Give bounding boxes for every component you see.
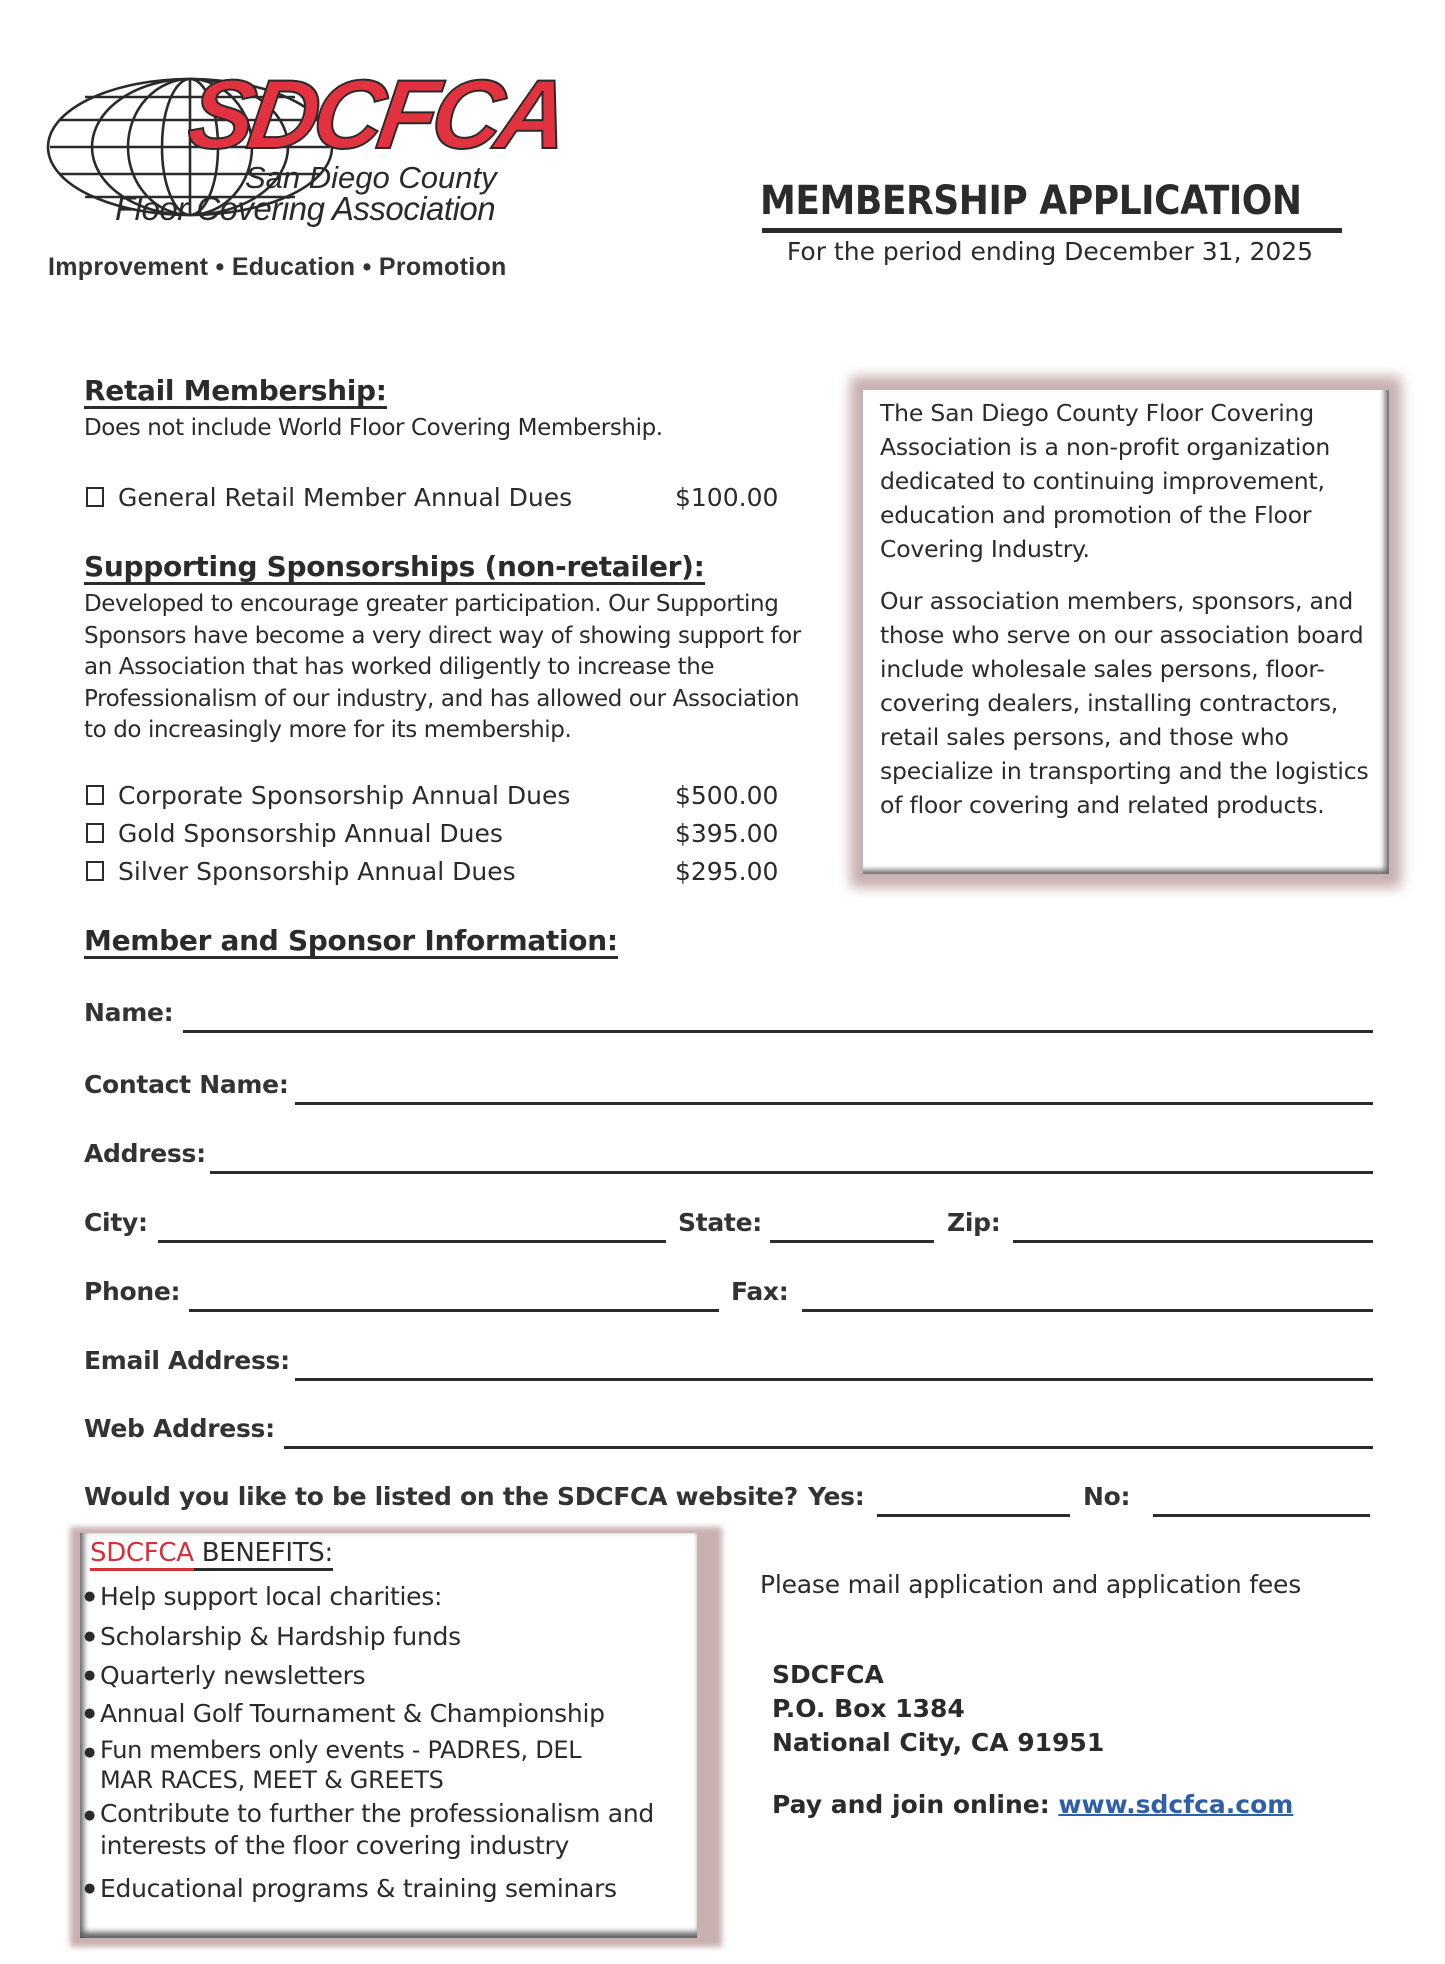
email-field[interactable] (295, 1344, 1377, 1380)
state-line (770, 1240, 934, 1243)
benefit-item: ● Annual Golf Tournament & Championship (84, 1696, 704, 1735)
listing-yes-field[interactable] (877, 1514, 1070, 1517)
checkbox[interactable] (86, 861, 104, 881)
phone-field[interactable] (189, 1275, 723, 1311)
city-label: City: (84, 1208, 148, 1237)
web-line (284, 1446, 1373, 1449)
contact-name-line (295, 1102, 1373, 1105)
option-price: $100.00 (675, 482, 779, 512)
email-line (295, 1378, 1373, 1381)
checkbox[interactable] (86, 823, 104, 843)
pay-online-label: Pay and join online: (772, 1790, 1059, 1819)
phone-line (189, 1309, 719, 1312)
option-label: Silver Sponsorship Annual Dues (118, 856, 516, 886)
name-field[interactable] (183, 996, 1377, 1032)
sponsorship-option-corporate[interactable] (86, 776, 786, 814)
state-field[interactable] (770, 1206, 938, 1242)
address-field[interactable] (210, 1137, 1377, 1173)
mailing-address (772, 1658, 1104, 1760)
web-field[interactable] (284, 1412, 1377, 1448)
city-line (158, 1240, 666, 1243)
listing-no-field[interactable] (1153, 1514, 1370, 1517)
benefit-item: ● Contribute to further the professionalism and interests of the floor covering industry (84, 1798, 700, 1871)
fax-field[interactable] (802, 1275, 1377, 1311)
sdcfca-logo (45, 59, 625, 295)
logo-line-2: Floor Covering Association (115, 190, 496, 227)
listing-question: Would you like to be listed on the SDCFCA website? (84, 1482, 798, 1511)
title-underline (762, 228, 1342, 233)
option-label: General Retail Member Annual Dues (118, 482, 573, 512)
address-line-city: National City, CA 91951 (772, 1728, 1105, 1757)
email-label: Email Address: (84, 1346, 290, 1375)
fax-label: Fax: (731, 1277, 789, 1306)
address-label: Address: (84, 1139, 206, 1168)
about-box-text (880, 396, 1380, 840)
zip-label: Zip: (947, 1208, 1001, 1237)
city-field[interactable] (158, 1206, 670, 1242)
retail-option-general[interactable] (86, 478, 786, 516)
sponsorship-option-silver[interactable] (86, 852, 786, 890)
address-line-org: SDCFCA (772, 1660, 884, 1689)
benefit-item: ● Help support local charities: (84, 1579, 704, 1619)
benefits-title (90, 1538, 333, 1568)
zip-line (1013, 1240, 1373, 1243)
option-label: Gold Sponsorship Annual Dues (118, 818, 503, 848)
sponsorship-description: Developed to encourage greater participation. Our Supporting Sponsors have become a very direct way of showing support for an Association that has worked diligently to increase the Professionalism of our industry, and has allowed our Association to do increasingly more for its membership. (84, 591, 801, 743)
state-label: State: (678, 1208, 762, 1237)
benefit-item: ● Educational programs & training seminars (84, 1871, 704, 1909)
website-link[interactable]: www.sdcfca.com (1058, 1790, 1294, 1819)
logo-line-1: San Diego County (245, 160, 497, 195)
phone-label: Phone: (84, 1277, 181, 1306)
about-paragraph-2: Our association members, sponsors, and those who serve on our association board include wholesale sales persons, floor-covering dealers, installing contractors, retail sales persons, and those who specialize in transporting and the logistics of floor covering and related products. (880, 587, 1369, 819)
benefit-item: ● Scholarship & Hardship funds (84, 1619, 704, 1658)
checkbox[interactable] (86, 785, 104, 805)
web-label: Web Address: (84, 1414, 275, 1443)
about-paragraph-1: The San Diego County Floor Covering Association is a non-profit organization dedicated to continuing improvement, education and promotion of the Floor Covering Industry. (880, 399, 1331, 563)
benefits-title-rest: BENEFITS: (194, 1538, 333, 1571)
page-title: MEMBERSHIP APPLICATION (760, 178, 1302, 224)
logo-wordmark: SDCFCA (182, 59, 571, 169)
option-price: $295.00 (675, 856, 779, 886)
zip-field[interactable] (1013, 1206, 1377, 1242)
logo-tagline: Improvement • Education • Promotion (48, 253, 507, 281)
member-info-heading: Member and Sponsor Information: (84, 924, 618, 957)
sponsorship-option-gold[interactable] (86, 814, 786, 852)
name-line (183, 1030, 1373, 1033)
name-label: Name: (84, 998, 174, 1027)
option-label: Corporate Sponsorship Annual Dues (118, 780, 571, 810)
retail-note: Does not include World Floor Covering Membership. (84, 415, 663, 441)
contact-name-label: Contact Name: (84, 1070, 289, 1099)
address-line-pobox: P.O. Box 1384 (772, 1694, 965, 1723)
contact-name-field[interactable] (295, 1068, 1377, 1104)
benefit-item: ● Fun members only events - PADRES, DEL MAR RACES, MEET & GREETS (84, 1735, 620, 1798)
benefits-list (84, 1579, 704, 1909)
benefit-item: ● Quarterly newsletters (84, 1658, 704, 1696)
sponsorship-heading: Supporting Sponsorships (non-retailer): (84, 550, 705, 583)
listing-no-label: No: (1083, 1482, 1131, 1511)
retail-heading: Retail Membership: (84, 374, 387, 407)
mail-instructions: Please mail application and application fees (760, 1570, 1302, 1599)
pay-online (772, 1790, 1293, 1819)
address-line (210, 1171, 1373, 1174)
option-price: $500.00 (675, 780, 779, 810)
option-price: $395.00 (675, 818, 779, 848)
fax-line (802, 1309, 1373, 1312)
page-subtitle: For the period ending December 31, 2025 (786, 237, 1314, 266)
listing-yes-label: Yes: (808, 1482, 865, 1511)
benefits-title-brand: SDCFCA (90, 1538, 194, 1571)
checkbox[interactable] (86, 487, 104, 507)
